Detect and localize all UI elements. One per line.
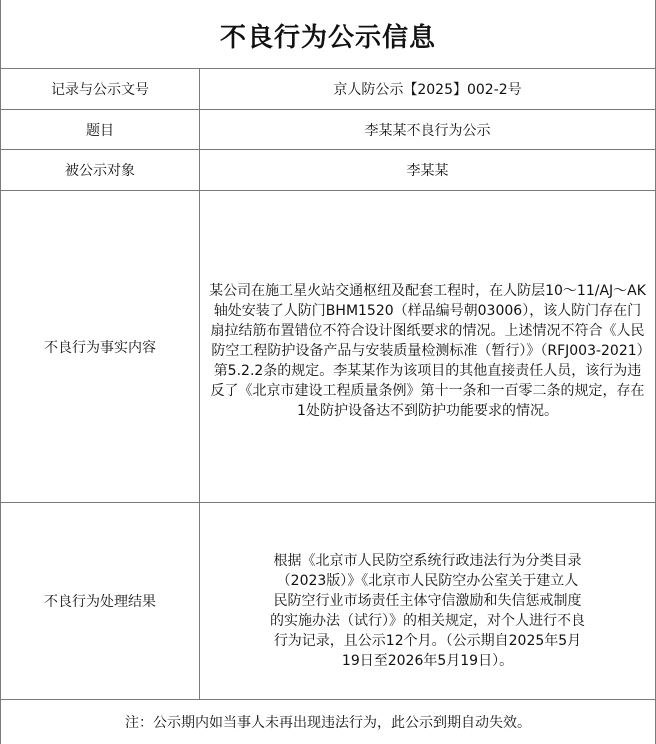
- target-label: 被公示对象: [1, 150, 200, 190]
- result-label: 不良行为处理结果: [1, 503, 200, 699]
- row-result: [1, 503, 655, 700]
- result-cell: [200, 503, 655, 699]
- row-subject: [1, 110, 655, 150]
- row-target: [1, 150, 655, 191]
- page-title: 不良行为公示信息: [219, 22, 436, 53]
- result-text: 根据《北京市人民防空系统行政违法行为分类目录（2023版）》《北京市人民防空办公室关于建立人民防空行业市场责任主体守信激励和失信惩戒制度的实施办法（试行）》的相关规定，对个人进行不良行为记录，且公示12个月。（公示期自2025年5月19日至2026年5月19日）。: [270, 553, 585, 669]
- subject-value: 李某某不良行为公示: [364, 122, 491, 139]
- row-facts: [1, 191, 655, 503]
- facts-cell: [200, 191, 655, 502]
- note: 注：公示期内如当事人未再出现违法行为，此公示到期自动失效。: [125, 715, 531, 731]
- title-row: [1, 0, 655, 69]
- doc-no-value: 京人防公示【2025】002-2号: [333, 82, 522, 98]
- subject-label: 题目: [1, 110, 200, 149]
- facts-label: 不良行为事实内容: [1, 191, 200, 502]
- row-doc-no: [1, 69, 655, 110]
- facts-text: 某公司在施工星火站交通枢纽及配套工程时，在人防层10～11/AJ～AK轴处安装了人防门BHM1520（样品编号朝03006），该人防门存在门扇拉结筋布置错位不符合设计图纸要求的情况。上述情况不符合《人民防空工程防护设备产品与安装质量检测标准（暂行）》（RFJ003-2021）第5.2.2条的规定。李某某作为该项目的其他直接责任人员，该行为违反了《北京市建设工程质量条例》第十一条和一百零二条的规定，存在1处防护设备达不到防护功能要求的情况。: [209, 282, 646, 419]
- target-value: 李某某: [406, 163, 449, 179]
- doc-no-label: 记录与公示文号: [1, 69, 200, 109]
